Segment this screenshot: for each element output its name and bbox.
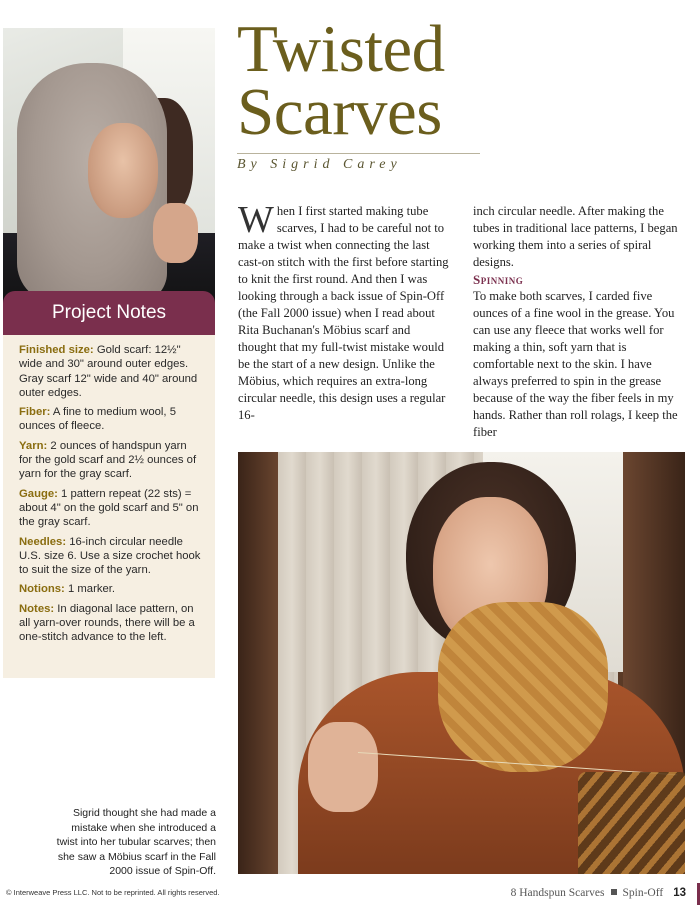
note-finished-size: Finished size: Gold scarf: 12½" wide and 30" around outer edges. Gray scarf 12" wide and 40" around outer edges. [19, 344, 198, 399]
project-notes [3, 335, 215, 678]
title-line-1: Twisted [237, 12, 445, 86]
drop-cap: W [238, 199, 274, 241]
photo-woman-gray-scarf [3, 28, 215, 306]
byline: By Sigrid Carey [237, 153, 480, 173]
page-number: 13 [673, 887, 686, 899]
project-notes-header: Project Notes [3, 291, 215, 335]
note-notions: Notions: 1 marker. [19, 583, 116, 596]
note-needles: Needles: 16-inch circular needle U.S. size 6. Use a size crochet hook to suit the size of the yarn. [19, 535, 201, 577]
note-gauge: Gauge: 1 pattern repeat (22 sts) = about 4" on the gold scarf and 5" on the gray scarf. [19, 487, 199, 529]
body-paragraph-1: hen I first started making tube scarves, I had to be careful not to make a twist when connecting the last cast-on stitch with the first before starting to knit the first round. And then I was looking through a back issue of Spin-Off (the Fall 2000 issue) when I read about Rita Buchanan's Möbius scarf and thought that my full-twist mistake would be the start of a new design. Unlike the Möbius, which requires an extra-long circular needle, this design uses a regular 16- [238, 204, 449, 422]
body-paragraph-spinning: To make both scarves, I carded five ounces of a fine wool in the grease. You can use any fleece that works well for making a thin, soft yarn that is comfortable next to the skin. I have always preferred to spin in the grease because of the way the fiber feels in my hands. Rather than roll rolags, I keep the fiber [473, 289, 678, 439]
photo-caption: Sigrid thought she had made a mistake when she introduced a twist into her tubular scarves; then she saw a Möbius scarf in the Fall 2000 issue of Spin-Off. [56, 807, 216, 877]
copyright-notice: © Interweave Press LLC. Not to be reprinted. All rights reserved. [6, 888, 220, 897]
page-footer [511, 887, 686, 899]
section-heading-spinning: Spinning [473, 272, 524, 287]
body-column-2 [473, 203, 686, 441]
title-line-2: Scarves [237, 75, 442, 149]
article-title [237, 12, 445, 149]
note-yarn: Yarn: 2 ounces of handspun yarn for the gold scarf and 2½ ounces of yarn for the gray scarf. [19, 439, 197, 481]
publication-title: 8 Handspun Scarves [510, 887, 605, 899]
magazine-name: Spin-Off [622, 887, 664, 899]
separator-square-icon [611, 889, 617, 895]
photo-woman-gold-scarf-spinning [238, 452, 685, 874]
note-notes: Notes: In diagonal lace pattern, on all yarn-over rounds, there will be a one-stitch advance to the left. [19, 602, 195, 644]
body-paragraph-continued: inch circular needle. After making the tubes in traditional lace patterns, I began working them into a series of spiral designs. [473, 204, 678, 269]
note-fiber: Fiber: A fine to medium wool, 5 ounces of fleece. [19, 406, 176, 433]
body-column-1 [238, 199, 450, 424]
